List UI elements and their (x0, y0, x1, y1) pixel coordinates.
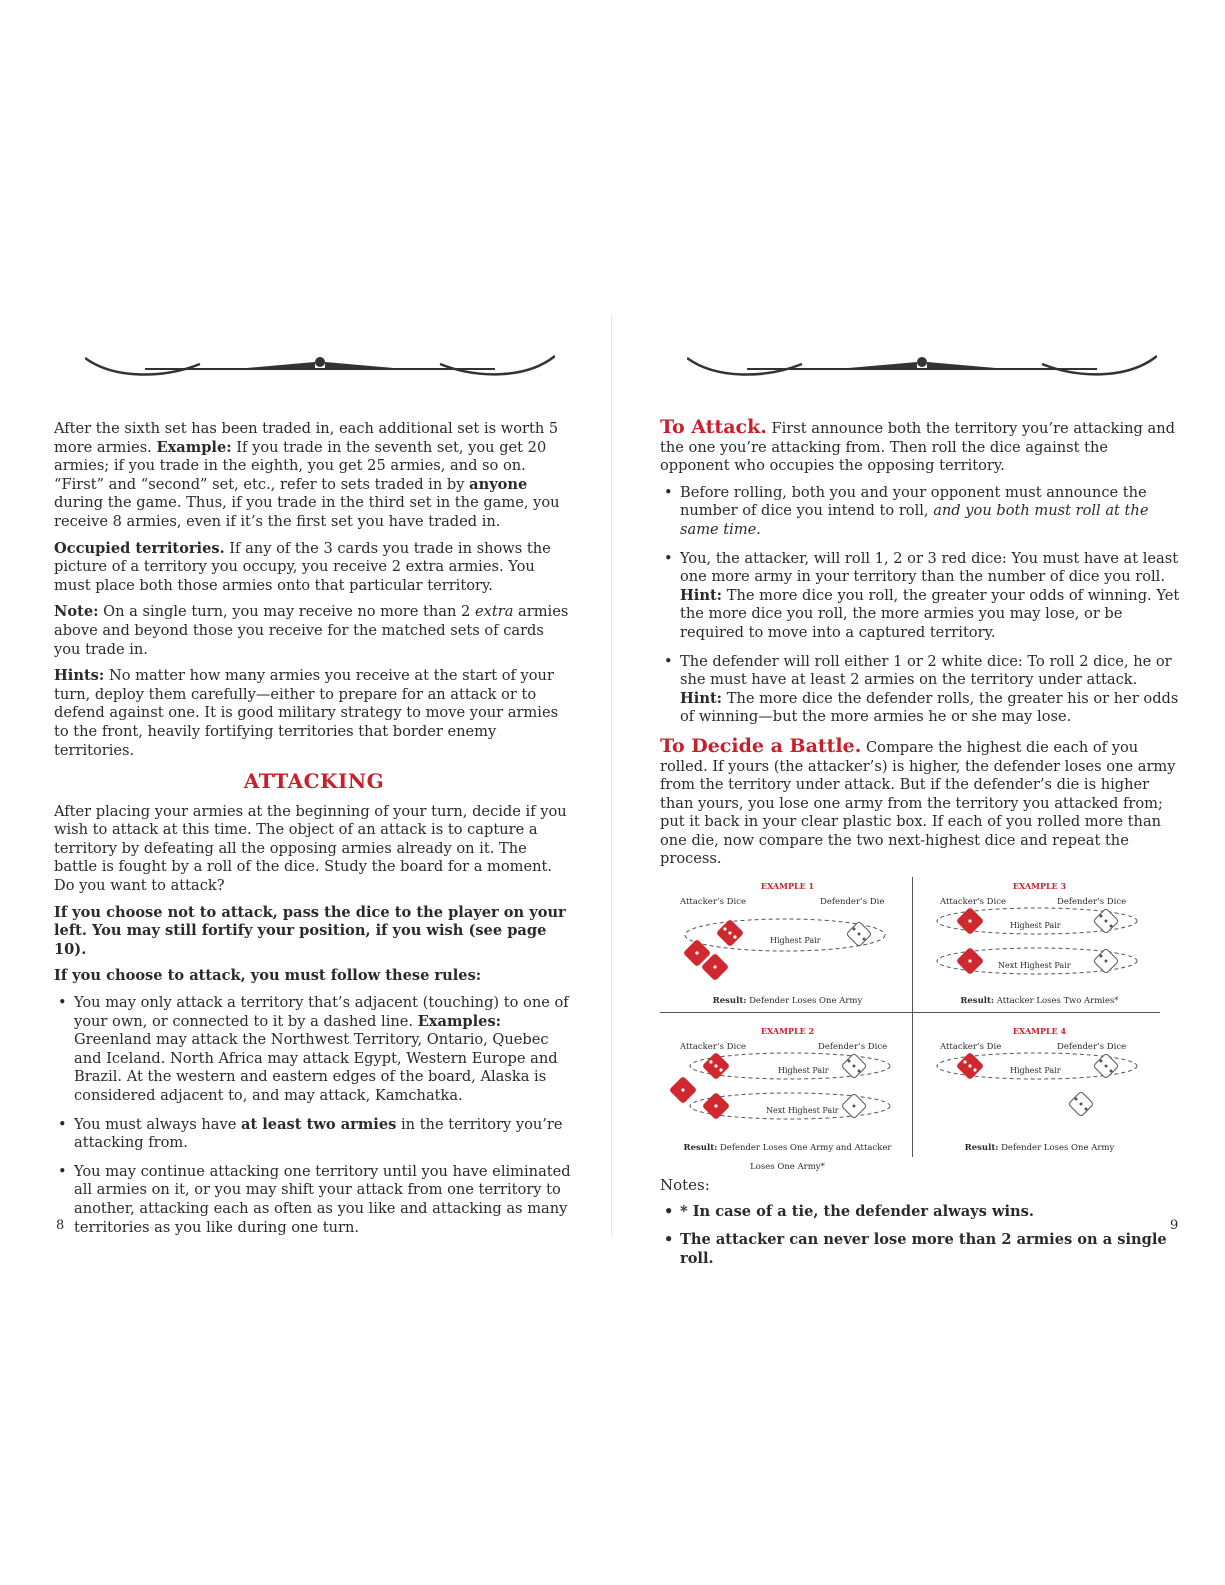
bullet-icon: • (664, 652, 673, 670)
examples-divider-vertical (912, 877, 913, 1157)
page-number: 8 (56, 1218, 65, 1233)
list-item: • * In case of a tie, the defender always wins. (664, 1202, 1034, 1220)
list-item: • You may only attack a territory that’s adjacent (touching) to one of your own, or connected to it by a dashed line. Examples: Greenland may attack the Northwest Territory, Ontario, Quebec and Iceland. North Africa may attack Egypt, Western Europe and Brazil. At the western and eastern edges of the board, Alaska is considered adjacent to, and may attack, Kamchatka. (58, 994, 569, 1104)
right-page (612, 0, 1225, 1585)
examples-divider-horizontal (660, 1012, 1160, 1013)
to-attack-paragraph: To Attack. First announce both the territory you’re attacking and the one you’re attacking from. Then roll the dice against the opponent who occupies the opposing territory. (660, 416, 1175, 475)
attacking-heading: ATTACKING (243, 769, 385, 794)
trade-paragraph: After the sixth set has been traded in, each additional set is worth 5 more armies. Example: If you trade in the seventh set, you get 20 armies; if you trade in the eighth, you get 25 armies, and so on. “First” and “second” set, etc., refer to sets traded in by anyone during the game. Thus, if you trade in the third set in the game, you receive 8 armies, even if it’s the first set you have traded in. (54, 420, 560, 530)
note-paragraph: Note: On a single turn, you may receive no more than 2 extra armies above and beyond those you receive for the matched sets of cards you trade in. (54, 603, 569, 658)
bullet-icon: • (58, 1162, 67, 1180)
left-column (54, 420, 574, 1247)
decide-battle-paragraph: To Decide a Battle. Compare the highest die each of you rolled. If yours (the attacker’s) is higher, the defender loses one army from the territory under attack. But if the defender’s die is higher than yours, you lose one army from the territory you attacked from; put it back in your clear plastic box. If each of you rolled more than one die, now compare the two next-highest dice and repeat the process. (660, 734, 1176, 868)
list-item: • You must always have at least two armies in the territory you’re attacking from. (58, 1115, 563, 1152)
example-2: EXAMPLE 2 Attacker’s Dice Defender’s Dice Highest Pair Next Highest Pair Result: Defender Loses One Army and Attacker Loses One Army* (670, 1022, 905, 1172)
example-4: EXAMPLE 4 Attacker’s Die Defender’s Dice Highest Pair Result: Defender Loses One Army (922, 1022, 1157, 1157)
attack-rules-list (54, 994, 574, 1237)
list-item: • You, the attacker, will roll 1, 2 or 3 red dice: You must have at least one more army in your territory than the number of dice you roll. Hint: The more dice you roll, the greater your odds of winning. Yet the more dice you roll, the more armies you may lose, or be required to move into a captured territory. (664, 549, 1180, 641)
not-attack-paragraph: If you choose not to attack, pass the dice to the player on your left. You may still fortify your position, if you wish (see page 10). (54, 903, 566, 958)
example-1: EXAMPLE 1 Attacker’s Dice Defender’s Die Highest Pair Result: Defender Loses One Army (670, 877, 905, 1012)
bullet-icon: • (664, 549, 673, 567)
bullet-icon: • (664, 1202, 674, 1220)
bullet-icon: • (664, 483, 673, 501)
attack-bullets-list (660, 484, 1180, 727)
flourish-ornament-icon (687, 350, 1157, 390)
example-2-result: Result: Defender Loses One Army and Attacker Loses One Army* (683, 1143, 892, 1172)
example-3-result: Result: Attacker Loses Two Armies* (960, 996, 1119, 1007)
list-item: • You may continue attacking one territory until you have eliminated all armies on it, or you may shift your attack from one territory to another, attacking each as often as you like and attacking as many territories as you like during one turn. (58, 1162, 571, 1236)
occupied-territories-paragraph: Occupied territories. If any of the 3 cards you trade in shows the picture of a territory you occupy, you receive 2 extra armies. You must place both those armies onto that particular territory. (54, 539, 551, 594)
dice-examples (660, 877, 1160, 1172)
choose-attack-paragraph: If you choose to attack, you must follow these rules: (54, 967, 482, 985)
notes-heading: Notes: (660, 1176, 710, 1195)
attacking-intro: After placing your armies at the beginning of your turn, decide if you wish to attack at this time. The object of an attack is to capture a territory by defeating all the opposing armies already on it. The battle is fought by a roll of the dice. Study the board for a moment. Do you want to attack? (54, 802, 567, 895)
example-3: EXAMPLE 3 Attacker’s Dice Defender’s Dice Highest Pair Next Highest Pair Result: Attacker Loses Two Armies* (922, 877, 1157, 1012)
example-1-result: Result: Defender Loses One Army (712, 996, 863, 1007)
list-item: • The defender will roll either 1 or 2 white dice: To roll 2 dice, he or she must have at least 2 armies on the territory under attack. Hint: The more dice the defender rolls, the greater his or her odds of winning—but the more armies he or she may lose. (664, 652, 1179, 726)
notes-list (660, 1203, 1180, 1269)
bullet-icon: • (58, 1115, 67, 1133)
left-page (0, 0, 612, 1585)
list-item: • The attacker can never lose more than 2 armies on a single roll. (664, 1231, 1167, 1267)
bullet-icon: • (664, 1231, 674, 1249)
right-column (660, 418, 1180, 1278)
bullet-icon: • (58, 994, 67, 1012)
hints-paragraph: Hints: No matter how many armies you receive at the start of your turn, deploy them carefully—either to prepare for an attack or to defend against one. It is good military strategy to move your armies to the front, heavily fortifying territories that border enemy territories. (54, 667, 559, 759)
page-number: 9 (1170, 1218, 1179, 1233)
example-4-result: Result: Defender Loses One Army (964, 1143, 1115, 1154)
flourish-ornament-icon (85, 350, 555, 390)
list-item: • Before rolling, both you and your opponent must announce the number of dice you intend to roll, and you both must roll at the same time. (664, 483, 1149, 538)
